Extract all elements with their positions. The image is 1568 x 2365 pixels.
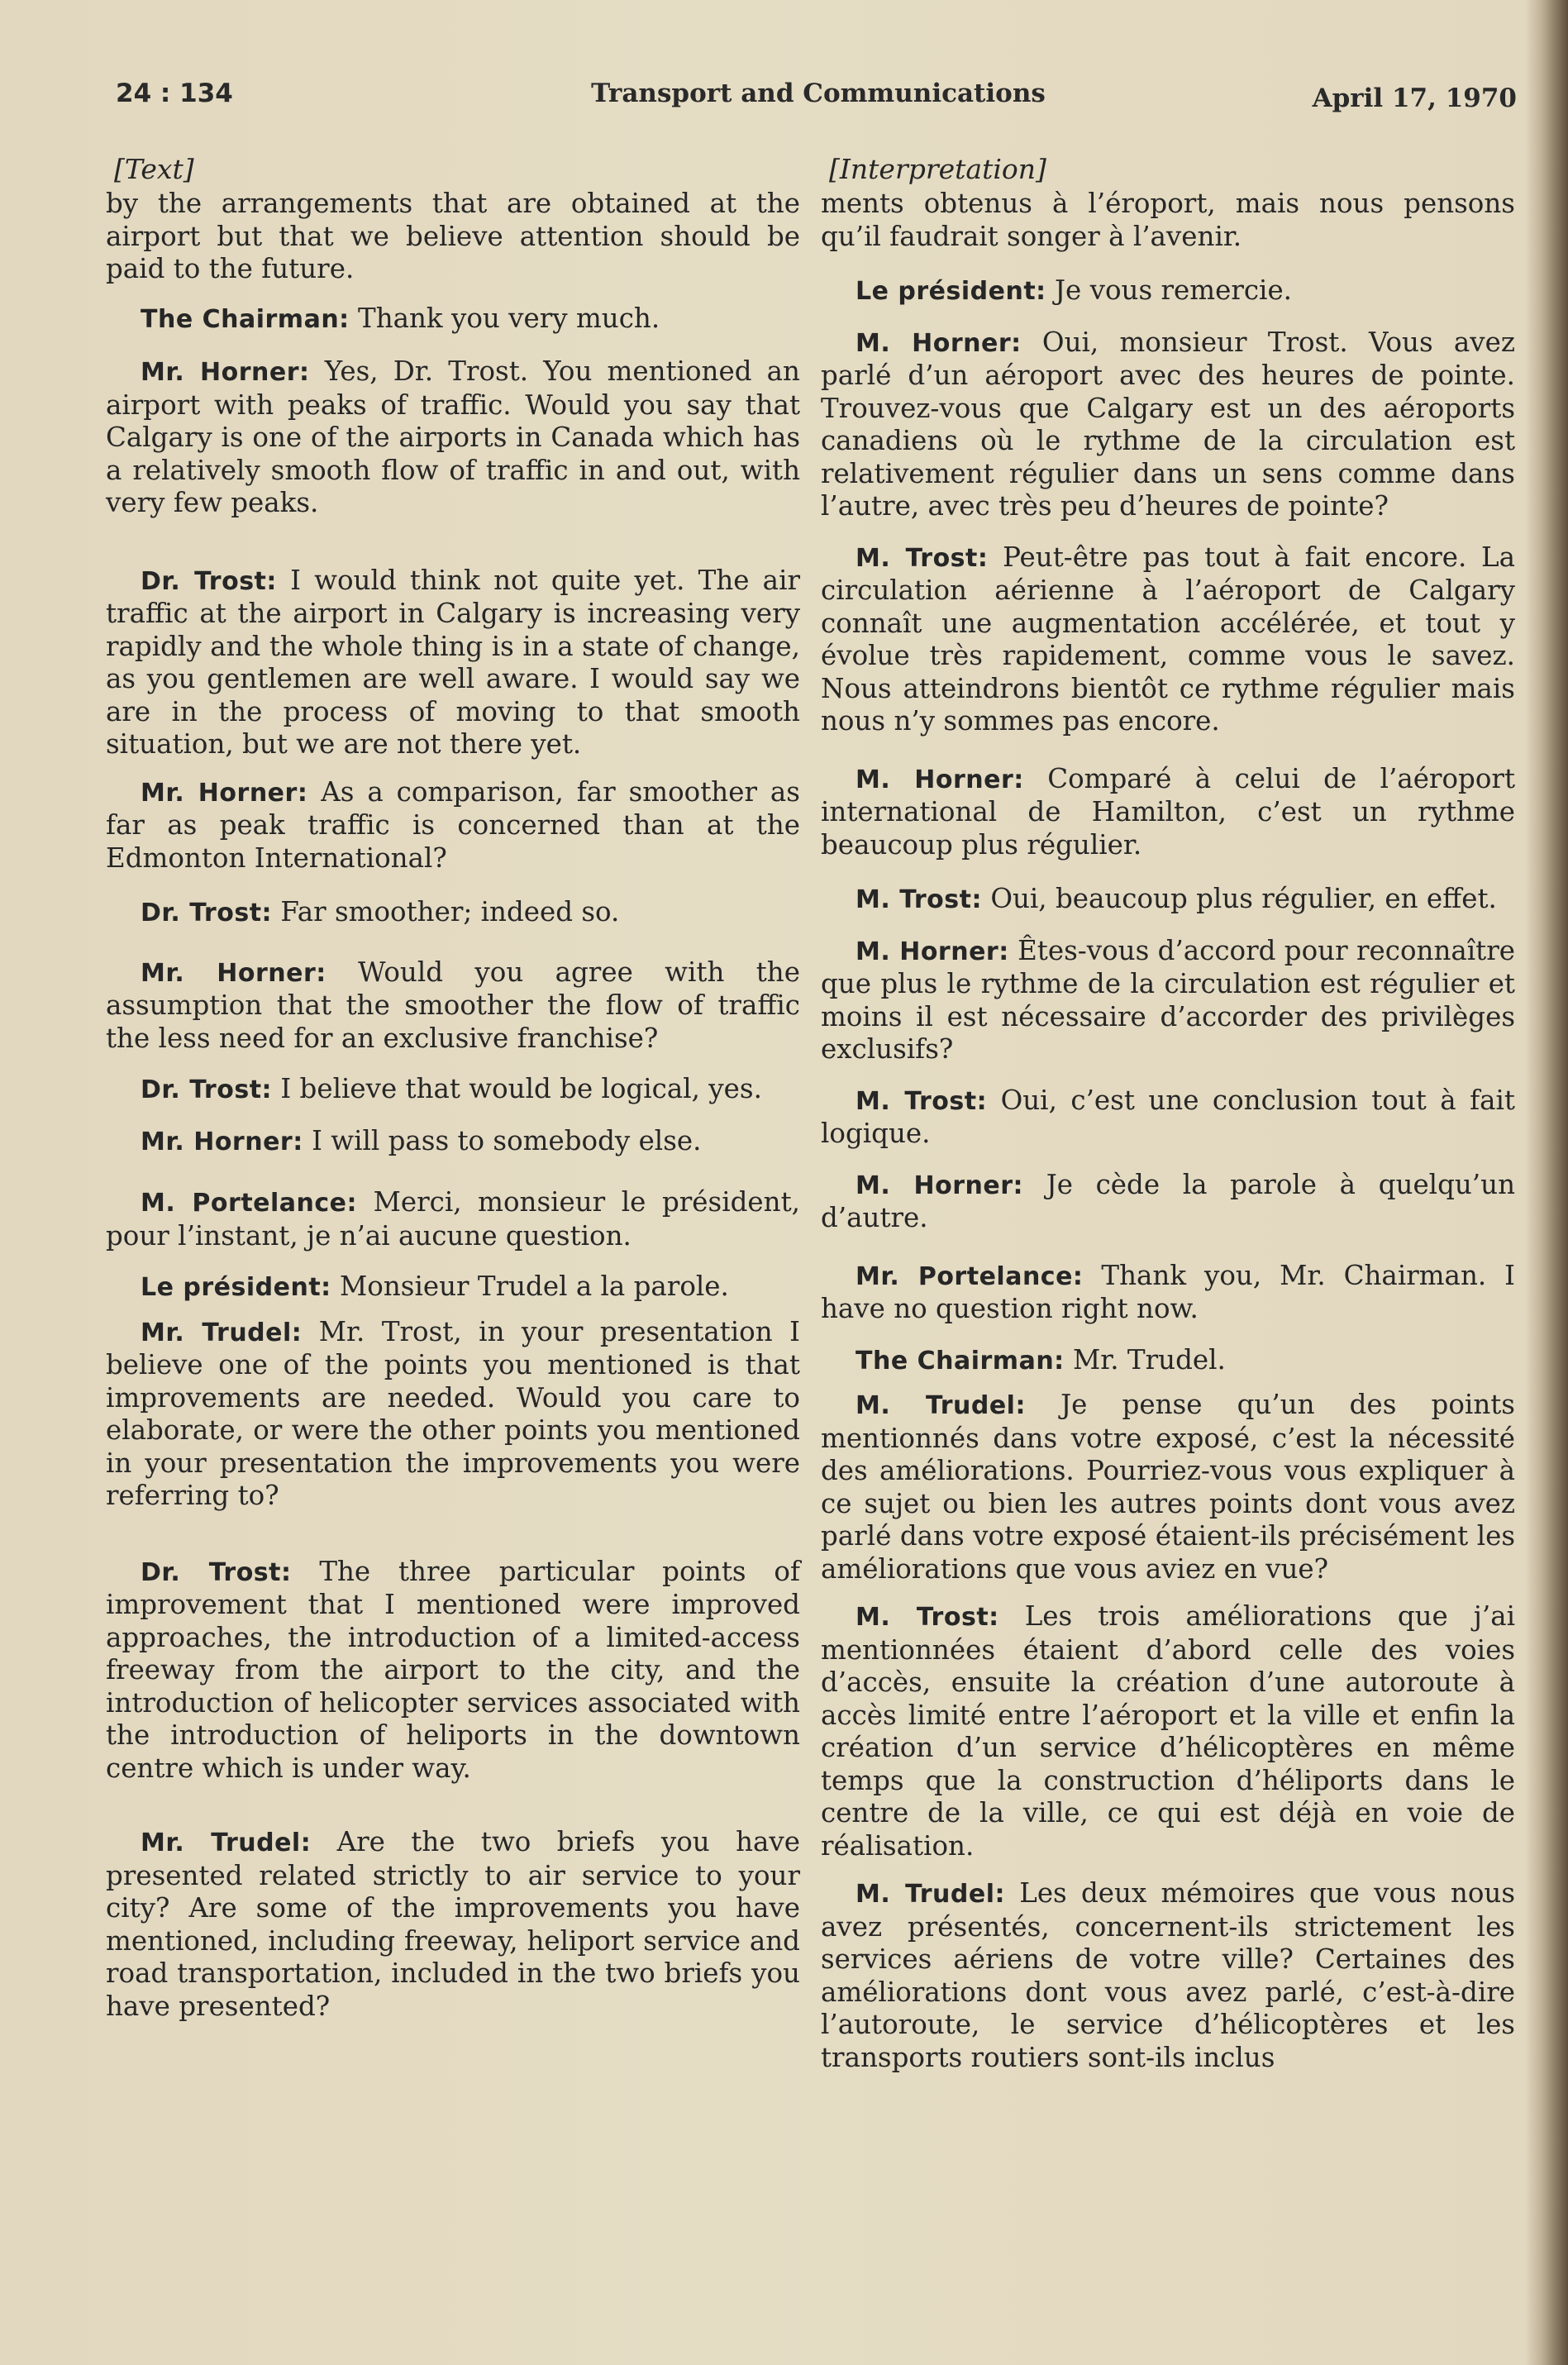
french-paragraphs [821,188,1515,2074]
speech-text: Thank you, Mr. Chairman. I have no question right now. [821,1259,1515,1324]
speaker-name: M. Trudel: [855,1880,1006,1909]
speech-paragraph [821,1085,1515,1151]
speech-paragraph [821,327,1515,523]
speech-paragraph [106,956,800,1056]
speaker-name: Mr. Trudel: [141,1829,312,1857]
speech-paragraph [821,763,1515,862]
binding-shadow [1525,0,1568,2365]
speaker-name: Le président: [141,1273,331,1302]
speaker-name: The Chairman: [141,304,350,334]
speech-paragraph [106,188,800,286]
speaker-name: M. Trost: [855,1086,988,1116]
speaker-name: Dr. Trost: [141,1075,273,1104]
speech-text: Far smoother; indeed so. [280,896,620,927]
speech-paragraph [821,274,1515,308]
speech-paragraph [106,1556,800,1786]
speech-paragraph [106,355,800,520]
speech-text: Je pense qu’un des points mentionnés dans votre exposé, c’est la nécessité des améliorations. Pourriez-vous vous expliquer à ce sujet ou bien les autres points dont vous avez parlé dans votre exposé étaient-ils précisément les améliorations que vous aviez en vue? [821,1389,1515,1585]
speaker-name: M. Horner: [855,937,1009,966]
speaker-name: M. Portelance: [141,1189,358,1218]
speech-text: Are the two briefs you have presented related strictly to air service to your city? Are some of the improvements you have mentioned, including freeway, heliport service and road transportation, included in the two briefs you have presented? [106,1826,800,2022]
speaker-name: Mr. Horner: [141,358,310,387]
speech-text: Les deux mémoires que vous nous avez présentés, concernent-ils strictement les services aériens de votre ville? Certaines des améliorations dont vous avez parlé, c’est-à-dire l’autoroute, le service d’hélicoptères et les transports routiers sont-ils inclus [821,1877,1515,2073]
speech-paragraph [821,935,1515,1066]
speech-paragraph [821,1344,1515,1378]
speech-text: Thank you very much. [358,302,660,334]
speaker-name: Mr. Horner: [141,958,326,988]
speech-paragraph [106,776,800,875]
english-paragraphs [106,188,800,2023]
speech-paragraph [106,1125,800,1159]
speech-text: I believe that would be logical, yes. [280,1073,762,1104]
speech-text: Je vous remercie. [1055,274,1293,306]
speaker-name: The Chairman: [855,1346,1065,1376]
speech-paragraph [106,1316,800,1513]
speaker-name: M. Trost: [855,1603,999,1632]
english-column [106,153,800,2023]
speech-text: Would you agree with the assumption that the smoother the flow of traffic the less need for an exclusive franchise? [106,956,800,1054]
speech-text: Êtes-vous d’accord pour reconnaître que plus le rythme de la circulation est régulier et moins il est nécessaire d’accorder des privilèges exclusifs? [821,934,1515,1065]
speech-paragraph [106,303,800,336]
speaker-name: Dr. Trost: [141,1557,292,1587]
publication-title: Transport and Communications [591,79,1046,108]
page-number: 24 : 134 [116,79,233,108]
speaker-name: M. Horner: [855,328,1022,358]
speech-text: Mr. Trudel. [1073,1343,1226,1376]
speech-paragraph [106,896,800,930]
speech-text: Peut-être pas tout à fait encore. La circulation aérienne à l’aéroport de Calgary connaît une augmentation accélérée, et tout y évolue très rapidement, comme vous le savez. Nous atteindrons bientôt ce rythme régulier mais nous n’y sommes pas encore. [821,541,1515,737]
speech-text: Oui, beaucoup plus régulier, en effet. [990,883,1497,914]
speaker-name: M. Trost: [855,885,982,914]
speaker-name: M. Trost: [855,543,989,573]
speaker-name: Dr. Trost: [141,566,277,596]
speech-text: Monsieur Trudel a la parole. [340,1271,729,1302]
speaker-name: Mr. Trudel: [141,1318,303,1347]
speech-text: Oui, monsieur Trost. Vous avez parlé d’un aéroport avec des heures de pointe. Trouvez-vous que Calgary est un des aéroports canadiens où le rythme de la circulation est relativement régulier dans un sens comme dans l’autre, avec très peu d’heures de pointe? [821,326,1515,522]
speech-paragraph [821,1169,1515,1235]
speaker-name: Mr. Portelance: [855,1261,1084,1291]
speech-text: Yes, Dr. Trost. You mentioned an airport with peaks of traffic. Would you say that Calgary is one of the airports in Canada which has a relatively smooth flow of traffic in and out, with very few peaks. [106,355,800,518]
speaker-name: Mr. Horner: [141,1127,303,1156]
column-label-text: [Text] [114,153,194,185]
speech-paragraph [821,1877,1515,2074]
speech-text: I will pass to somebody else. [312,1124,702,1156]
speaker-name: Le président: [855,277,1046,306]
speech-text: Mr. Trost, in your presentation I believe one of the points you mentioned is that improvements are needed. Would you care to elaborate, or were the other points you mentioned in your presentation the improvements you were referring to? [106,1315,800,1511]
running-header [116,79,1517,128]
speech-text: The three particular points of improvement that I mentioned were improved approaches, the introduction of a limited-access freeway from the airport to the city, and the introduction of helicopter services associated with the introduction of heliports in the downtown centre which is under way. [106,1555,800,1784]
speaker-name: M. Horner: [855,765,1024,794]
speech-text: Je cède la parole à quelqu’un d’autre. [821,1168,1516,1233]
speech-paragraph [106,1826,800,2023]
column-label-interpretation: [Interpretation] [829,153,1046,185]
speech-paragraph [821,1260,1515,1326]
speech-paragraph [821,188,1515,253]
speech-text: As a comparison, far smoother as far as peak traffic is concerned than at the Edmonton International? [106,775,800,874]
speech-text: Les trois améliorations que j’ai mentionnées étaient d’abord celle des voies d’accès, ensuite la création d’une autoroute à accès limité entre l’aéroport et la ville et enfin la création d’un service d’hélicoptères en même temps que la construction d’héliports dans le centre de la ville, ce qui est déjà en voie de réalisation. [821,1600,1515,1862]
speech-paragraph [821,883,1515,917]
speech-paragraph [821,1389,1515,1585]
speech-text: I would think not quite yet. The air traffic at the airport in Calgary is increasing very rapidly and the whole thing is in a state of change, as you gentlemen are well aware. I would say we are in the process of moving to that smooth situation, but we are not there yet. [106,564,800,760]
speaker-name: M. Trudel: [855,1391,1026,1420]
speech-paragraph [106,1186,800,1252]
speaker-name: Dr. Trost: [141,899,273,927]
speech-paragraph [106,1271,800,1304]
speech-paragraph [821,541,1515,738]
issue-date: April 17, 1970 [1312,83,1517,113]
speech-paragraph [106,565,800,761]
speech-text: by the arrangements that are obtained at the airport but that we believe attention should be paid to the future. [106,188,800,284]
speech-text: Comparé à celui de l’aéroport international de Hamilton, c’est un rythme beaucoup plus régulier. [821,762,1516,861]
speech-paragraph [821,1600,1515,1862]
speaker-name: Mr. Horner: [141,778,308,808]
french-column [821,153,1515,2074]
speaker-name: M. Horner: [855,1171,1024,1200]
speech-paragraph [106,1073,800,1107]
speech-text: ments obtenus à l’éroport, mais nous pensons qu’il faudrait songer à l’avenir. [821,188,1515,252]
speech-text: Oui, c’est une conclusion tout à fait logique. [821,1084,1515,1149]
speech-text: Merci, monsieur le président, pour l’instant, je n’ai aucune question. [106,1186,800,1252]
